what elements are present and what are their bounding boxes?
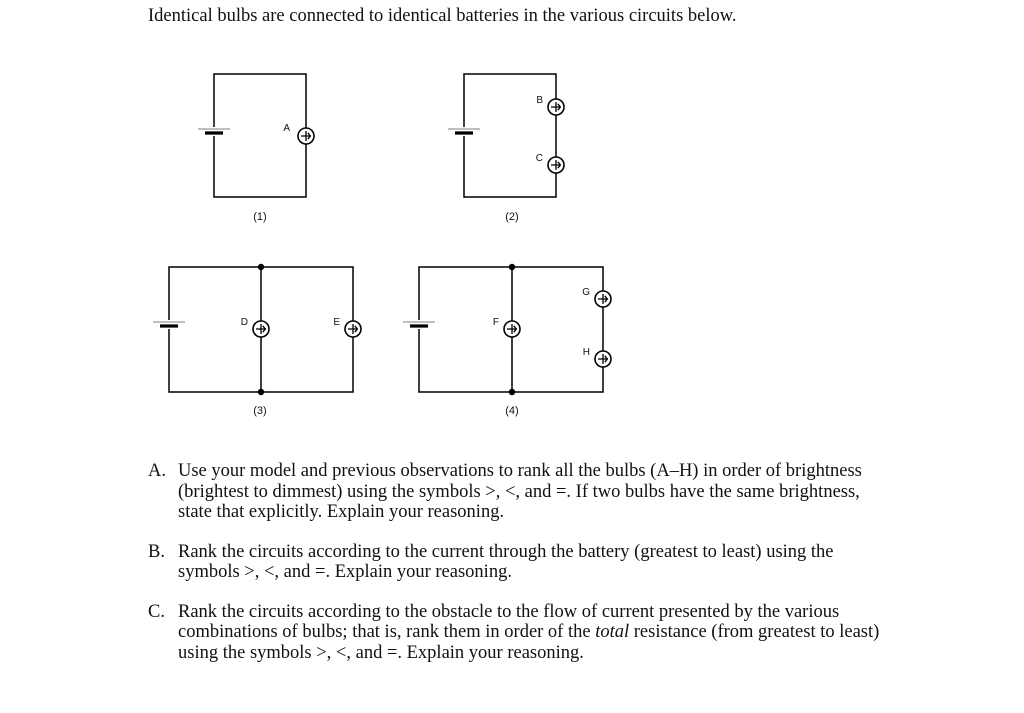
circuit-3: [153, 264, 361, 417]
junction-dot: [258, 264, 264, 270]
question-letter: C.: [148, 601, 165, 622]
bulb-label-b: B: [536, 95, 543, 106]
question-c-italic-word: total: [595, 622, 630, 642]
question-a: [148, 461, 888, 523]
circuit-4: [403, 264, 611, 417]
question-b-part: Rank the circuits according to the current through the battery (greatest to least) using the symbols >, <, and =. Explain your reasoning.: [178, 541, 834, 582]
question-text: [178, 542, 888, 583]
circuit-1: [198, 74, 314, 223]
bulb-label-g: G: [582, 287, 590, 298]
bulb-g-icon: [595, 291, 611, 307]
circuit-2: [448, 74, 564, 223]
circuit-label-4: (4): [505, 405, 519, 417]
question-list: [148, 461, 888, 682]
battery-icon: [153, 320, 185, 329]
intro-text: Identical bulbs are connected to identical batteries in the various circuits below.: [148, 6, 737, 26]
question-text: [178, 461, 888, 523]
question-c-part: resistance (from greatest to least) using the symbols >, <, and =. Explain your reasoning.: [178, 622, 880, 663]
bulb-label-f: F: [492, 317, 499, 328]
bulb-label-c: C: [535, 153, 543, 164]
circuit-label-3: (3): [253, 405, 267, 417]
battery-icon: [448, 127, 480, 136]
junction-dot: [509, 389, 515, 395]
bulb-d-icon: [253, 321, 269, 337]
circuit-label-2: (2): [505, 211, 519, 223]
circuit-label-1: (1): [253, 211, 267, 223]
question-letter: B.: [148, 541, 165, 562]
junction-dot: [509, 264, 515, 270]
bulb-a-icon: [298, 128, 314, 144]
question-text: [178, 602, 888, 664]
bulb-label-e: E: [333, 317, 340, 328]
bulb-h-icon: [595, 351, 611, 367]
question-a-part: Use your model and previous observations to rank all the bulbs (A–H) in order of brightness (brightest to dimmest) using the symbols >, <, and =. If two bulbs have the same brightness, state that explicitly. Explain your reasoning.: [178, 461, 862, 522]
junction-dot: [258, 389, 264, 395]
bulb-label-h: H: [582, 347, 590, 358]
bulb-e-icon: [345, 321, 361, 337]
battery-icon: [198, 127, 230, 136]
battery-icon: [403, 320, 435, 329]
bulb-b-icon: [548, 99, 564, 115]
bulb-label-d: D: [240, 317, 248, 328]
question-letter: A.: [148, 461, 166, 481]
question-b: [148, 542, 888, 583]
bulb-c-icon: [548, 157, 564, 173]
question-c: [148, 602, 888, 664]
bulb-f-icon: [504, 321, 520, 337]
question-c-part: Rank the circuits according to the obstacle to the flow of current presented by the various combinations of bulbs; that is, rank them in order of the: [178, 601, 840, 642]
bulb-label-a: A: [283, 123, 290, 134]
